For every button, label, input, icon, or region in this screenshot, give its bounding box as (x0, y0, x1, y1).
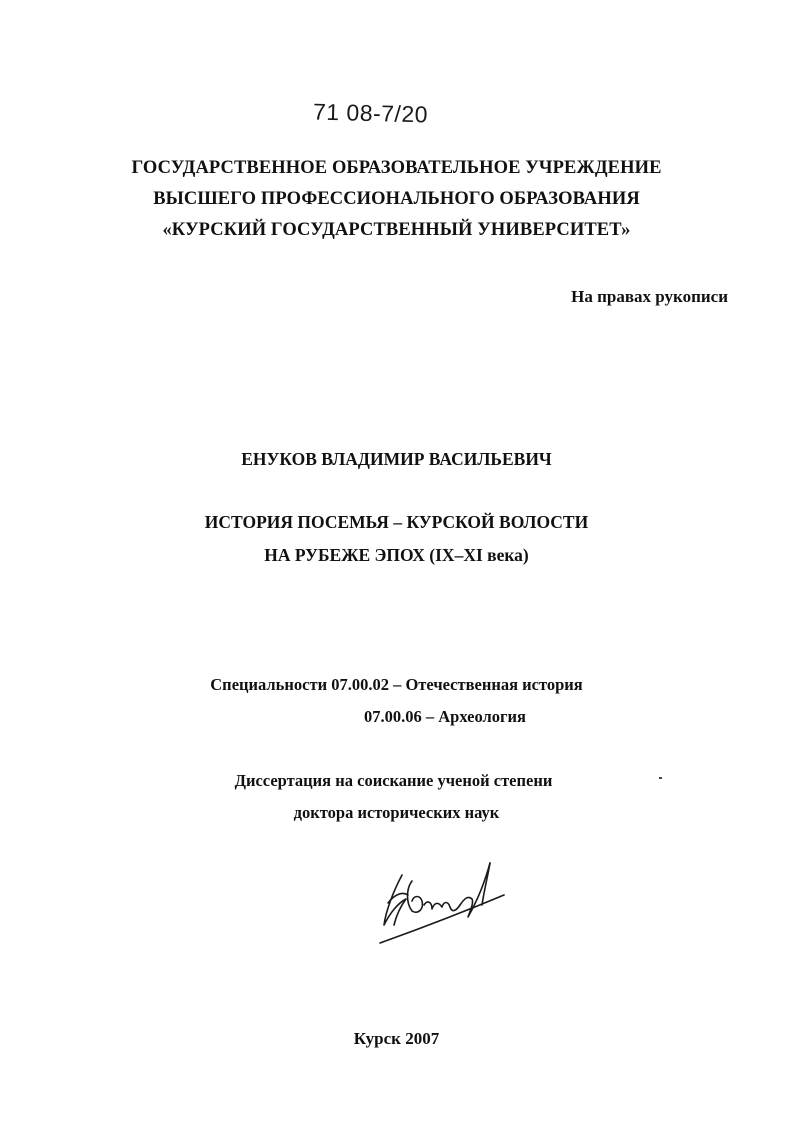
institution-line-3: «КУРСКИЙ ГОСУДАРСТВЕННЫЙ УНИВЕРСИТЕТ» (162, 220, 631, 240)
manuscript-rights-note: На правах рукописи (571, 287, 728, 306)
city-and-year: Курск 2007 (353, 1029, 440, 1048)
degree-line-1: Диссертация на соискание ученой степени (234, 771, 553, 790)
archive-stamp-number: 71 08-7/20 (312, 98, 429, 128)
institution-line-2: ВЫСШЕГО ПРОФЕССИОНАЛЬНОГО ОБРАЗОВАНИЯ (153, 189, 640, 209)
handwritten-signature (372, 855, 512, 950)
degree-line-2: доктора исторических наук (293, 803, 500, 822)
author-name: ЕНУКОВ ВЛАДИМИР ВАСИЛЬЕВИЧ (241, 449, 552, 469)
specialty-line-2: 07.00.06 – Археология (364, 707, 526, 726)
dissertation-title-line-1: ИСТОРИЯ ПОСЕМЬЯ – КУРСКОЙ ВОЛОСТИ (204, 512, 589, 532)
institution-line-1: ГОСУДАРСТВЕННОЕ ОБРАЗОВАТЕЛЬНОЕ УЧРЕЖДЕНИЕ (131, 158, 662, 178)
dissertation-title-line-2: НА РУБЕЖЕ ЭПОХ (IX–XI века) (264, 545, 529, 565)
specialty-line-1: Специальности 07.00.02 – Отечественная история (210, 675, 583, 694)
scan-speck (659, 777, 662, 779)
